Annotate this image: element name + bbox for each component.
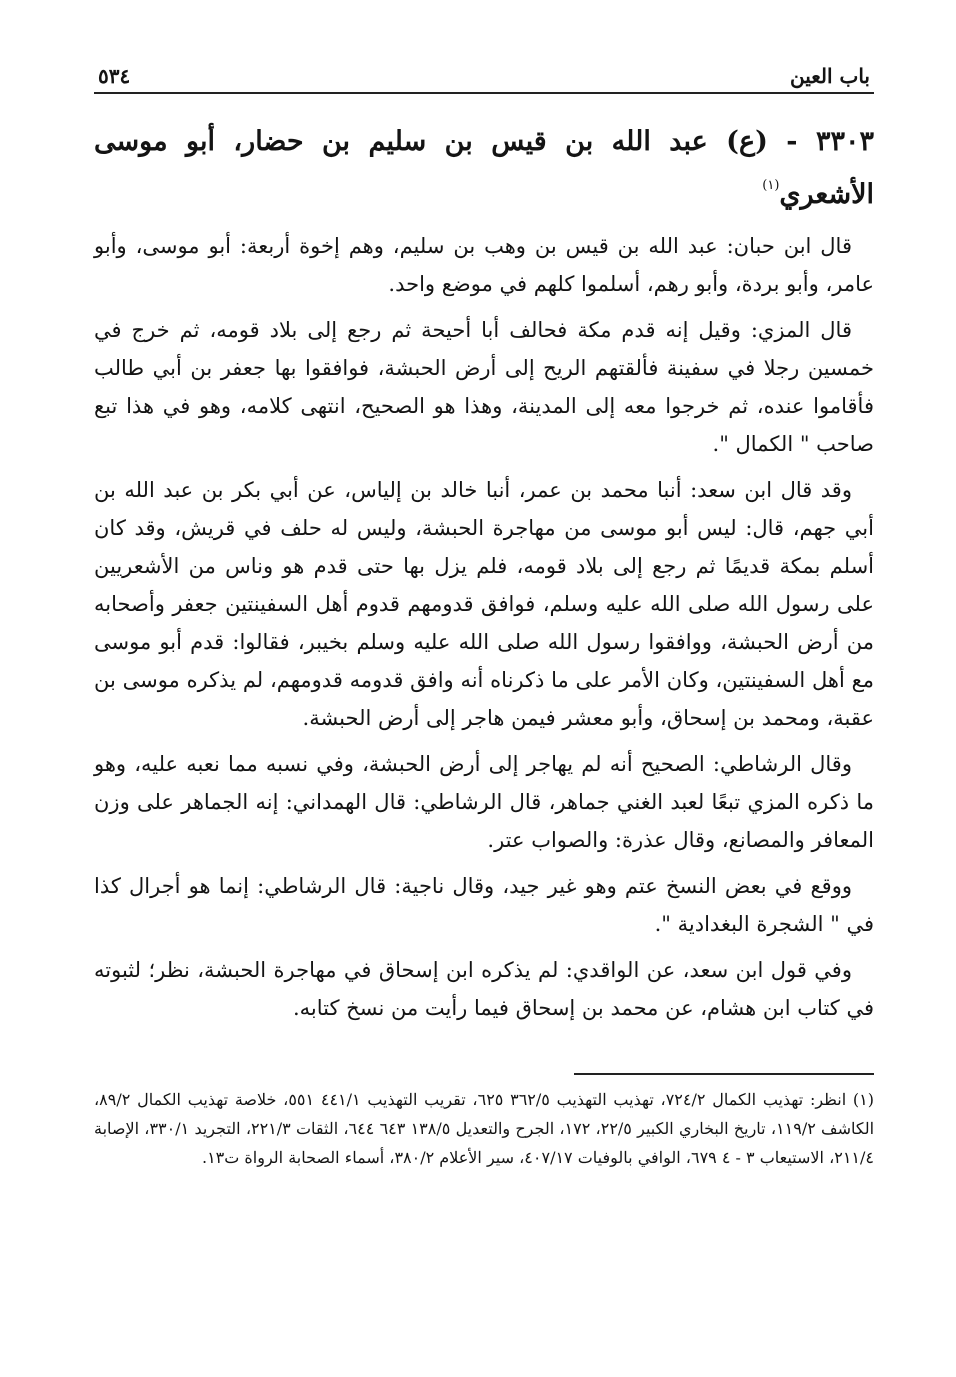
paragraph: ووقع في بعض النسخ عتم وهو غير جيد، وقال ناجية: قال الرشاطي: إنما هو أجرال كذا في " الشجرة البغدادية ".	[94, 874, 874, 936]
running-header	[94, 52, 874, 94]
footnote-marker: (١)	[762, 178, 780, 193]
entry-heading	[94, 120, 874, 217]
section-title: باب العين	[789, 64, 870, 88]
book-page	[94, 52, 874, 1342]
footnote-divider	[574, 1073, 874, 1075]
page-number: ٥٣٤	[98, 64, 131, 88]
footnote: (١) انظر: تهذيب الكمال ٧٢٤/٢، تهذيب التهذيب ٣٦٢/٥ ٦٢٥، تقريب التهذيب ٤٤١/١ ٥٥١، خلاصة تهذيب الكمال ٨٩/٢، الكاشف ١١٩/٢، تاريخ البخاري الكبير ٢٢/٥، ١٧٢، الجرح والتعديل ١٣٨/٥ ٦٤٣ ٦٤٤، الثقات ٢٢١/٣، التجريد ٣٣٠/١، الإصابة ٢١١/٤، الاستيعاب ٣ - ٤ ٦٧٩، الوافي بالوفيات ٤٠٧/١٧، سير الأعلام ٣٨٠/٢، أسماء الصحابة الرواة ت١٣.	[94, 1090, 875, 1167]
paragraph: وفي قول ابن سعد، عن الواقدي: لم يذكره ابن إسحاق في مهاجرة الحبشة، نظر؛ لثبوته في كتاب ابن هشام، عن محمد بن إسحاق فيما رأيت من نسخ كتابه.	[94, 958, 874, 1020]
paragraph: قال ابن حبان: عبد الله بن قيس بن وهب بن سليم، وهم إخوة أربعة: أبو موسى، وأبو عامر، وأبو بردة، وأبو رهم، أسلموا كلهم في موضع واحد.	[94, 234, 874, 296]
paragraph: قال المزي: وقيل إنه قدم مكة فحالف أبا أحيحة ثم رجع إلى بلاد قومه، ثم خرج في خمسين رجلا في سفينة فألقتهم الريح إلى أرض الحبشة، فوافقوا بها جعفر بن أبي طالب فأقاموا عنده، ثم خرجوا معه إلى المدينة، وهذا هو الصحيح، انتهى كلامه، وهو في هذا تبع صاحب " الكمال ".	[94, 318, 874, 456]
paragraph: وقد قال ابن سعد: أنبا محمد بن عمر، أنبا خالد بن إلياس، عن أبي بكر بن عبد الله بن أبي جهم، قال: ليس أبو موسى من مهاجرة الحبشة، وليس له حلف في قريش، وقد كان أسلم بمكة قديمًا ثم رجع إلى بلاد قومه، فلم يزل بها حتى قدم هو وناس من الأشعريين على رسول الله صلى الله عليه وسلم، فوافق قدومهم قدوم أهل السفينتين جعفر وأصحابه من أرض الحبشة، ووافقوا رسول الله صلى الله عليه وسلم بخيبر، فقالوا: قدم أبو موسى مع أهل السفينتين، وكان الأمر على ما ذكرناه أنه وافق قدومه قدومهم، لم يذكره موسى بن عقبة، ومحمد بن إسحاق، وأبو معشر فيمن هاجر إلى أرض الحبشة.	[94, 478, 874, 730]
paragraph: وقال الرشاطي: الصحيح أنه لم يهاجر إلى أرض الحبشة، وفي نسبه مما نعبه عليه، وهو ما ذكره المزي تبعًا لعبد الغني جماهر، قال الرشاطي: قال الهمداني: إنه الجماهر على وزن المعافر والمصانع، وقال عذرة: والصواب عتر.	[94, 752, 874, 852]
entry-title: ٣٣٠٣ - (ع) عبد الله بن قيس بن سليم بن حضار، أبو موسى الأشعري	[94, 126, 874, 210]
body-text	[94, 227, 874, 1027]
